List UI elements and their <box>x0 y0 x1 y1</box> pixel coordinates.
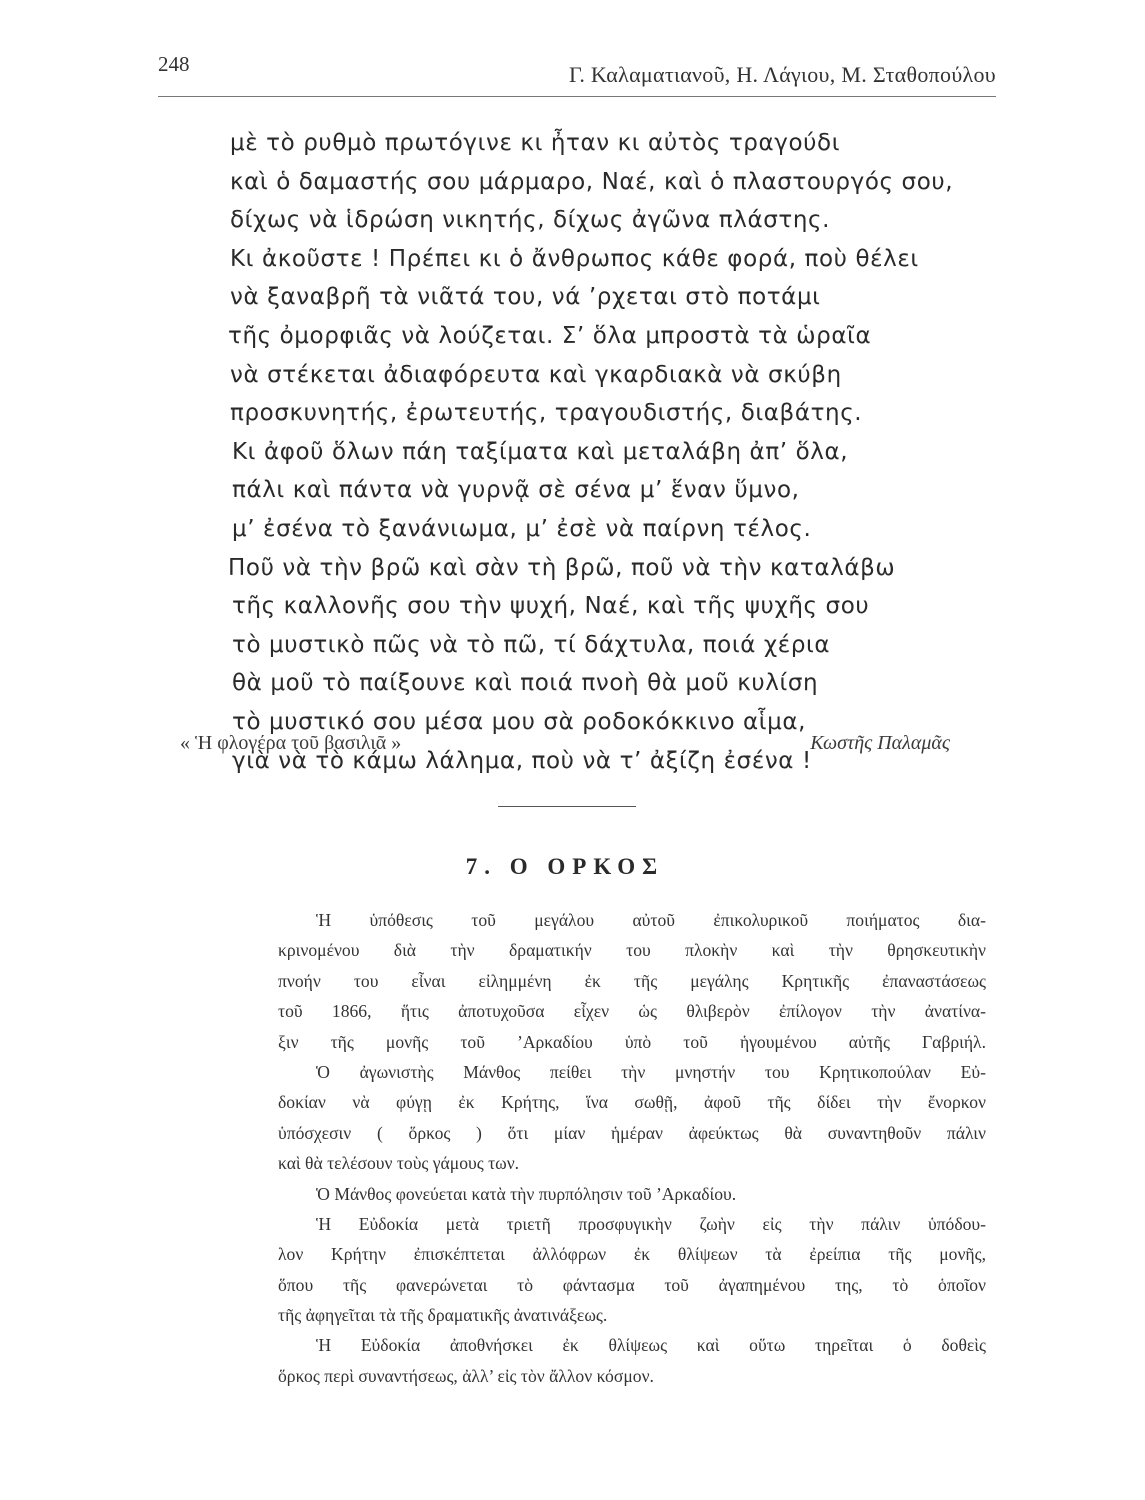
intro-line: ὑπόσχεσιν ( ὅρκος ) ὅτι μίαν ἡμέραν ἀφεύκτως θὰ συναντηθοῦν πάλιν <box>278 1122 986 1143</box>
poem-author: Κωστῆς Παλαμᾶς <box>810 732 950 754</box>
poem-line: θὰ μοῦ τὸ παίξουνε καὶ ποιά πνοὴ θὰ μοῦ κυλίση <box>232 670 819 697</box>
intro-line: ξιν τῆς μονῆς τοῦ ’Αρκαδίου ὑπὸ τοῦ ἡγουμένου αὐτῆς Γαβριήλ. <box>278 1031 986 1052</box>
intro-line: Ὁ Μάνθος φονεύεται κατὰ τὴν πυρπόλησιν τοῦ ’Αρκαδίου. <box>316 1183 737 1204</box>
section-title: 7. Ο ΟΡΚΟΣ <box>465 854 665 879</box>
intro-line: λον Κρήτην ἐπισκέπτεται ἀλλόφρων ἐκ θλίψεων τὰ ἐρείπια τῆς μονῆς, <box>278 1244 986 1265</box>
poem-line: μ’ ἐσένα τὸ ξανάνιωμα, μ’ ἐσὲ νὰ παίρνη τέλος. <box>232 515 812 542</box>
intro-line: τῆς ἀφηγεῖται τὰ τῆς δραματικῆς ἀνατινάξεως. <box>278 1305 608 1326</box>
poem-source-title: « Ἡ φλογέρα τοῦ βασιλιᾶ » <box>180 732 402 754</box>
intro-line: καὶ θὰ τελέσουν τοὺς γάμους των. <box>278 1153 520 1174</box>
poem-line: τὸ μυστικό σου μέσα μου σὰ ροδοκόκκινο αἷμα, <box>232 708 807 735</box>
page-header <box>158 52 996 92</box>
poem-line: πάλι καὶ πάντα νὰ γυρνᾷ σὲ σένα μ’ ἕναν ὕμνο, <box>232 477 800 504</box>
poem-line: Κι ἀκοῦστε ! Πρέπει κι ὁ ἄνθρωπος κάθε φορά, ποὺ θέλει <box>230 245 919 272</box>
intro-line: πνοήν του εἶναι εἰλημμένη ἐκ τῆς μεγάλης Κρητικῆς ἐπαναστάσεως <box>278 970 986 991</box>
section-intro-text <box>278 905 986 1391</box>
poem-line: νὰ ξαναβρῆ τὰ νιᾶτά του, νά ’ρχεται στὸ ποτάμι <box>230 284 821 311</box>
poem-line: τὸ μυστικὸ πῶς νὰ τὸ πῶ, τί δάχτυλα, ποιά χέρια <box>232 631 831 658</box>
page-number: 248 <box>158 52 190 76</box>
intro-line: τοῦ 1866, ἥτις ἀποτυχοῦσα εἶχεν ὡς θλιβερὸν ἐπίλογον τὴν ἀνατίνα- <box>278 1001 986 1022</box>
intro-line: ὅπου τῆς φανερώνεται τὸ φάντασμα τοῦ ἀγαπημένου της, τὸ ὁποῖον <box>278 1274 986 1295</box>
poem-line: δίχως νὰ ἱδρώση νικητής, δίχως ἀγῶνα πλάστης. <box>230 207 831 234</box>
intro-line: Ἡ Εὐδοκία ἀποθνήσκει ἐκ θλίψεως καὶ οὕτω τηρεῖται ὁ δοθεὶς <box>316 1335 986 1356</box>
poem-line: προσκυνητής, ἐρωτευτής, τραγουδιστής, διαβάτης. <box>230 400 863 427</box>
header-rule <box>158 96 996 97</box>
poem-line: μὲ τὸ ρυθμὸ πρωτόγινε κι ἦταν κι αὐτὸς τραγούδι <box>230 130 841 156</box>
poem-line: Ποῦ νὰ τὴν βρῶ καὶ σὰν τὴ βρῶ, ποῦ νὰ τὴν καταλάβω <box>228 554 896 581</box>
poem-line: νὰ στέκεται ἀδιαφόρευτα καὶ γκαρδιακὰ νὰ σκύβη <box>230 361 842 388</box>
poem-line: καὶ ὁ δαμαστής σου μάρμαρο, Ναέ, καὶ ὁ πλαστουργός σου, <box>230 168 954 195</box>
poem-line: τῆς καλλονῆς σου τὴν ψυχή, Ναέ, καὶ τῆς ψυχῆς σου <box>232 593 870 620</box>
intro-line: Ἡ ὑπόθεσις τοῦ μεγάλου αὐτοῦ ἐπικολυρικοῦ ποιήματος δια- <box>316 910 986 930</box>
poem-line: τῆς ὀμορφιᾶς νὰ λούζεται. Σ’ ὅλα μπροστὰ τὰ ὡραῖα <box>228 322 872 349</box>
poem-line: γιὰ νὰ τὸ κάμω λάλημα, ποὺ νὰ τ’ ἀξίζη ἐσένα ! <box>232 747 812 774</box>
running-head-authors: Γ. Καλαματιανοῦ, Η. Λάγιου, Μ. Σταθοπούλου <box>568 62 996 87</box>
intro-line: κρινομένου διὰ τὴν δραματικήν του πλοκὴν καὶ τὴν θρησκευτικὴν <box>278 940 986 961</box>
section-divider <box>498 806 636 807</box>
poem-line: Κι ἀφοῦ ὅλων πάη ταξίματα καὶ μεταλάβη ἀπ’ ὅλα, <box>232 438 849 465</box>
intro-line: Ἡ Εὐδοκία μετὰ τριετῆ προσφυγικὴν ζωὴν εἰς τὴν πάλιν ὑπόδου- <box>316 1213 986 1234</box>
poem-attribution <box>180 732 950 766</box>
intro-line: ὅρκος περὶ συναντήσεως, ἀλλ’ εἰς τὸν ἄλλον κόσμον. <box>278 1365 654 1386</box>
intro-line: δοκίαν νὰ φύγῃ ἐκ Κρήτης, ἵνα σωθῇ, ἀφοῦ τῆς δίδει τὴν ἔνορκον <box>278 1092 986 1113</box>
poem-excerpt <box>228 124 988 780</box>
intro-line: Ὁ ἀγωνιστὴς Μάνθος πείθει τὴν μνηστήν του Κρητικοπούλαν Εὐ- <box>316 1061 986 1082</box>
